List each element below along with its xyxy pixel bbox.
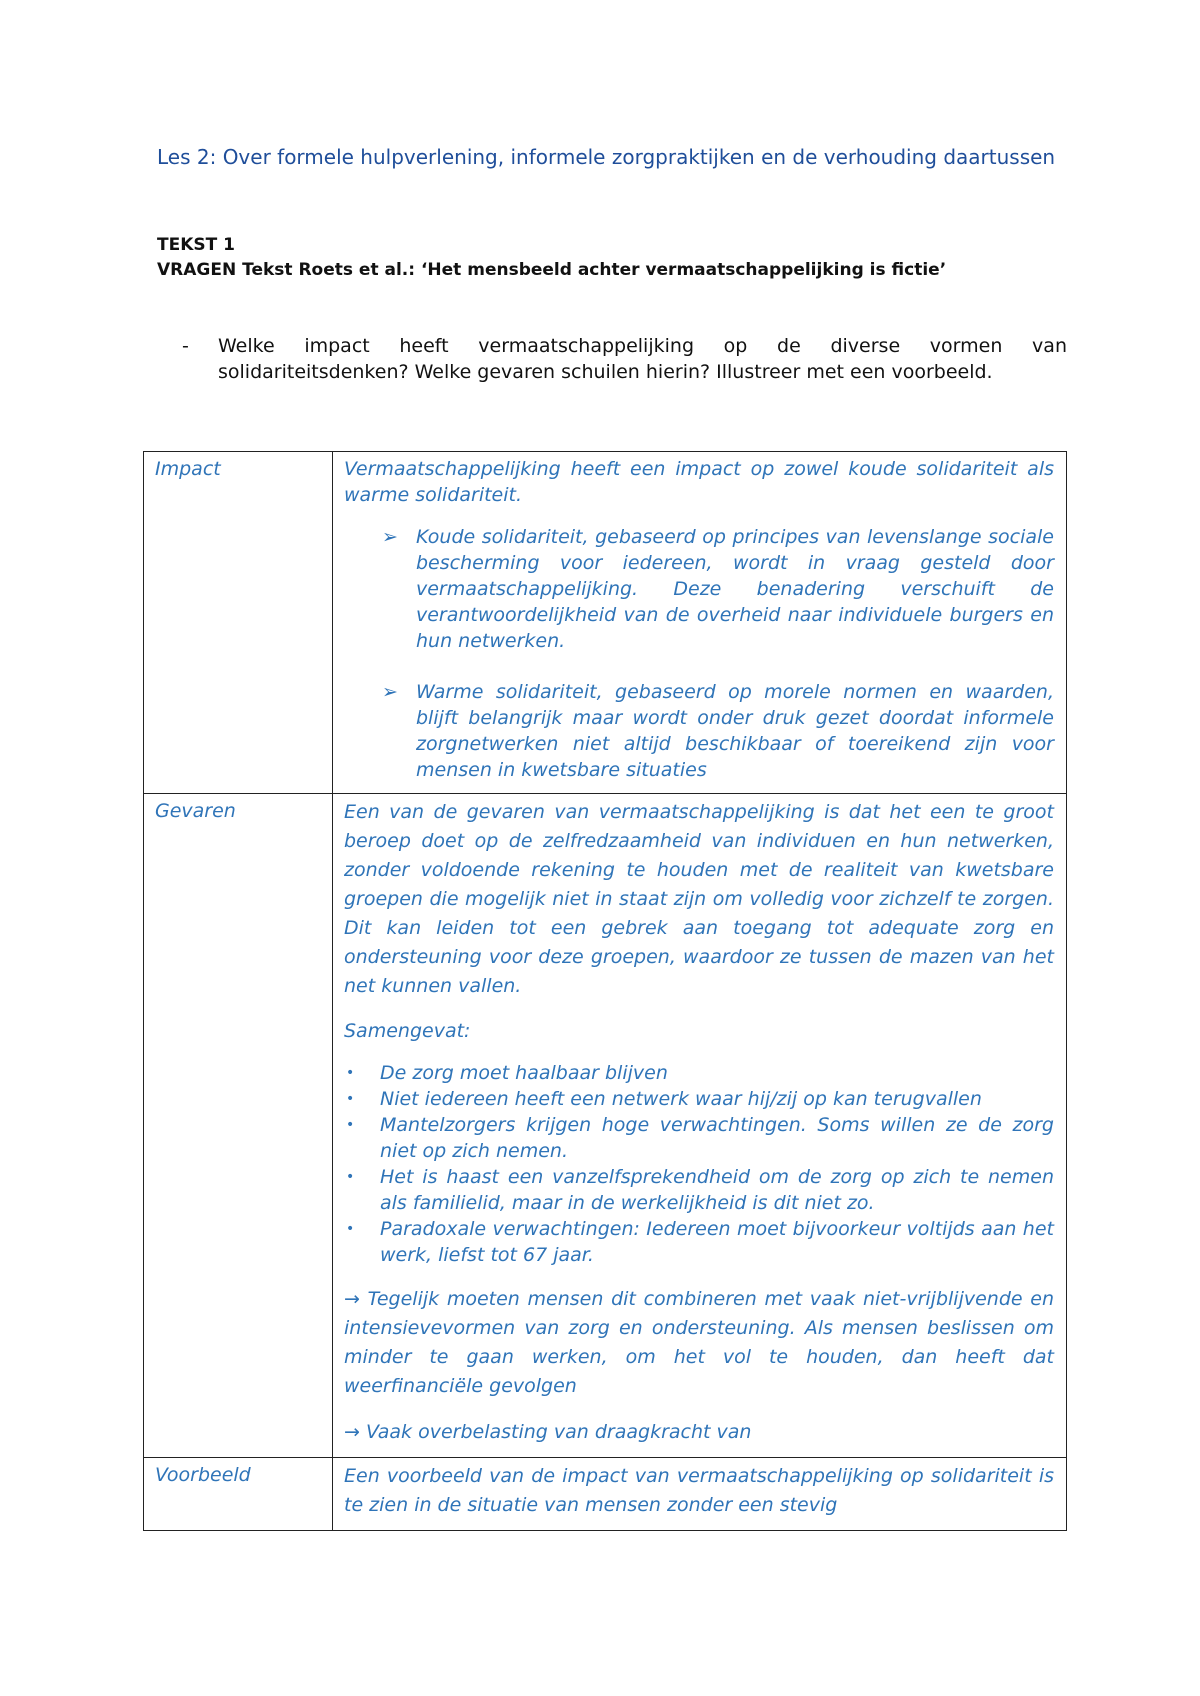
arrow-bullet-icon: ➢ <box>382 681 398 703</box>
impact-point-cold <box>344 524 1054 654</box>
question-item <box>157 333 1067 385</box>
bullet-text: Mantelzorgers krijgen hoge verwachtingen. Soms willen ze de zorg niet op zich nemen. <box>380 1114 1054 1162</box>
list-item <box>344 1060 1054 1086</box>
voorbeeld-text: Een voorbeeld van de impact van vermaatschappelijking op solidariteit is te zien in de situatie van mensen zonder een stevig <box>344 1465 1054 1516</box>
voorbeeld-label: Voorbeeld <box>144 1458 333 1531</box>
bullet-text: Paradoxale verwachtingen: Iedereen moet bijvoorkeur voltijds aan het werk, liefst tot 67 jaar. <box>380 1218 1054 1266</box>
list-dash-marker: - <box>182 335 189 357</box>
arrow-note-2: → Vaak overbelasting van draagkracht van <box>344 1421 752 1443</box>
bullet-dot-icon: • <box>346 1117 355 1133</box>
bullet-text: Het is haast een vanzelfsprekendheid om de zorg op zich te nemen als familielid, maar in de werkelijkheid is dit niet zo. <box>380 1166 1054 1214</box>
bullet-dot-icon: • <box>346 1065 355 1081</box>
bullet-text: Niet iedereen heeft een netwerk waar hij/zij op kan terugvallen <box>380 1088 982 1110</box>
vragen-heading: VRAGEN Tekst Roets et al.: ‘Het mensbeeld achter vermaatschappelijking is fictie’ <box>157 260 947 280</box>
arrow-note-1: → Tegelijk moeten mensen dit combineren met vaak niet-vrijblijvende en intensievevormen van zorg en ondersteuning. Als mensen beslissen om minder te gaan werken, om het vol te houden, dan heeft dat weerfinanciële gevolgen <box>344 1288 1054 1397</box>
bullet-dot-icon: • <box>346 1091 355 1107</box>
summary-bullets <box>344 1060 1054 1268</box>
voorbeeld-content <box>333 1458 1067 1531</box>
gevaren-content <box>333 794 1067 1458</box>
impact-point-text: Koude solidariteit, gebaseerd op principes van levenslange sociale bescherming voor iedereen, wordt in vraag gesteld door vermaatschappelijking. Deze benadering verschuift de verantwoordelijkheid van de overheid naar individuele burgers en hun netwerken. <box>416 526 1054 652</box>
bullet-text: De zorg moet haalbaar blijven <box>380 1062 668 1084</box>
list-item <box>344 1086 1054 1112</box>
impact-intro: Vermaatschappelijking heeft een impact op zowel koude solidariteit als warme solidariteit. <box>344 458 1054 506</box>
table-row-voorbeeld <box>144 1458 1067 1531</box>
bullet-dot-icon: • <box>346 1221 355 1237</box>
gevaren-label: Gevaren <box>144 794 333 1458</box>
list-item <box>344 1164 1054 1216</box>
question-text: Welke impact heeft vermaatschappelijking op de diverse vormen van solidariteitsdenken? Welke gevaren schuilen hierin? Illustreer met een voorbeeld. <box>218 335 1067 383</box>
list-item <box>344 1216 1054 1268</box>
summary-label: Samengevat: <box>344 1020 471 1042</box>
table-row-impact <box>144 452 1067 794</box>
bullet-dot-icon: • <box>346 1169 355 1185</box>
arrow-bullet-icon: ➢ <box>382 526 398 548</box>
impact-content <box>333 452 1067 794</box>
tekst-label: TEKST 1 <box>157 235 235 255</box>
table-row-gevaren <box>144 794 1067 1458</box>
gevaren-intro: Een van de gevaren van vermaatschappelijking is dat het een te groot beroep doet op de zelfredzaamheid van individuen en hun netwerken, zonder voldoende rekening te houden met de realiteit van kwetsbare groepen die mogelijk niet in staat zijn om volledig voor zichzelf te zorgen. Dit kan leiden tot een gebrek aan toegang tot adequate zorg en ondersteuning voor deze groepen, waardoor ze tussen de mazen van het net kunnen vallen. <box>344 801 1054 997</box>
list-item <box>344 1112 1054 1164</box>
impact-points <box>344 524 1054 783</box>
impact-point-warm <box>344 679 1054 783</box>
answer-table <box>143 451 1067 1531</box>
impact-point-text: Warme solidariteit, gebaseerd op morele normen en waarden, blijft belangrijk maar wordt onder druk gezet doordat informele zorgnetwerken niet altijd beschikbaar of toereikend zijn voor mensen in kwetsbare situaties <box>416 681 1054 781</box>
impact-label: Impact <box>144 452 333 794</box>
text-heading-block <box>157 233 1067 283</box>
page-title: Les 2: Over formele hulpverlening, informele zorgpraktijken en de verhouding daartussen <box>157 145 1056 169</box>
